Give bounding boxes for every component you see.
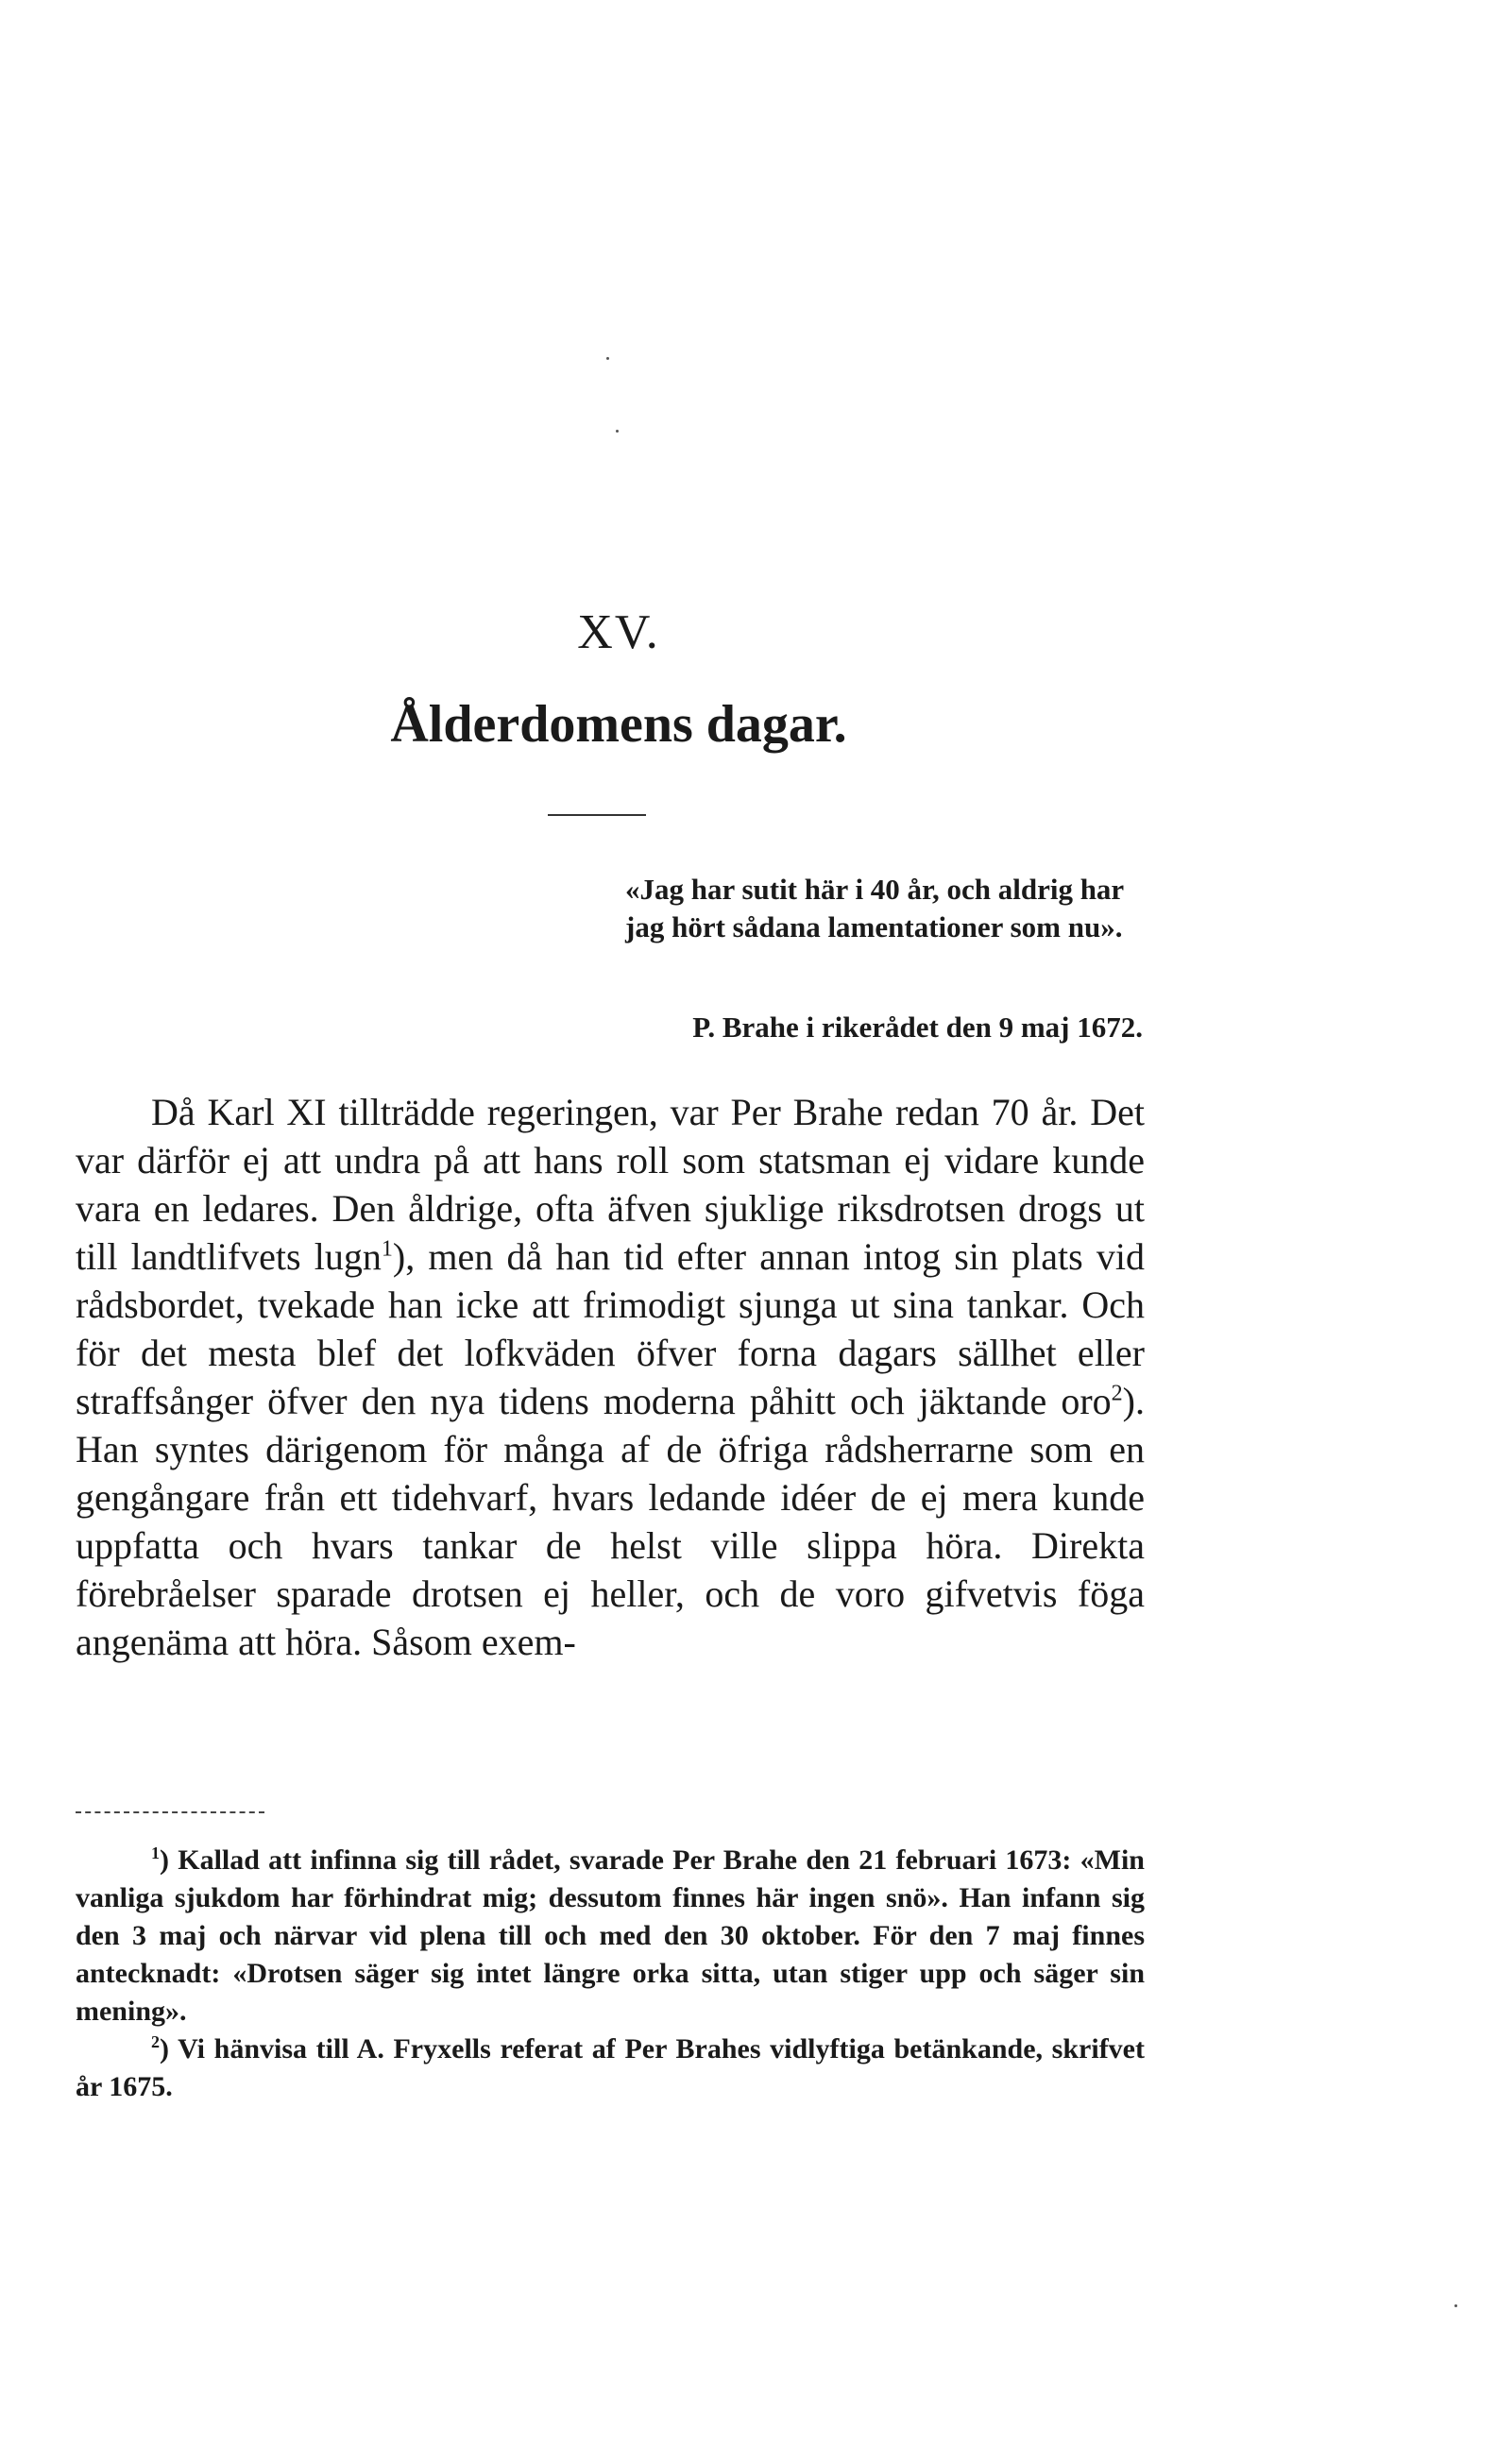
scan-speck: [1454, 2304, 1457, 2307]
body-text-part-2: ), men då han tid efter annan intog sin plats vid rådsbordet, tvekade han icke att frimodigt sjunga ut sina tankar. Och för det mesta blef det lofkväden öfver forna dagars sällhet eller straffsånger öfver den nya tidens moderna påhitt och jäktande oro: [76, 1235, 1145, 1422]
title-divider: [548, 814, 646, 816]
chapter-number: XV.: [577, 605, 660, 659]
footnotes: [76, 1842, 1145, 2106]
scan-speck: [616, 430, 619, 433]
chapter-title: Ålderdomens dagar.: [390, 695, 847, 754]
footnote-ref-1: 1: [381, 1236, 393, 1262]
footnote-1: [76, 1842, 1145, 2031]
footnote-2: [76, 2031, 1145, 2106]
footnote-text: ) Vi hänvisa till A. Fryxells referat af Per Brahes vidlyftiga betänkande, skrifvet år 1675.: [76, 2033, 1145, 2102]
epigraph-quote: «Jag har sutit här i 40 år, och aldrig har jag hört sådana lamentationer som nu».: [625, 873, 1124, 943]
scan-speck: [606, 357, 609, 360]
footnote-text: ) Kallad att infinna sig till rådet, svarade Per Brahe den 21 februari 1673: «Min vanliga sjukdom har förhindrat mig; dessutom finnes här ingen snö». Han infann sig den 3 maj och närvar vid plena till och med den 30 oktober. För den 7 maj finnes antecknadt: «Drotsen säger sig intet längre orka sitta, utan stiger upp och säger sin mening».: [76, 1844, 1145, 2027]
body-paragraph: [76, 1088, 1145, 1666]
footnote-divider: [76, 1811, 264, 1813]
body-text-part-3: ). Han syntes därigenom för många af de öfriga rådsherrarne som en gengångare från ett tidehvarf, hvars ledande idéer de ej mera kunde uppfatta och hvars tankar de helst ville slippa höra. Direkta förebråelser sparade drotsen ej heller, och de voro gifvetvis föga angenäma att höra. Såsom exem-: [76, 1380, 1145, 1663]
footnote-ref-2: 2: [1111, 1381, 1123, 1406]
footnote-marker: 2: [151, 2032, 160, 2051]
epigraph-attribution: P. Brahe i rikerådet den 9 maj 1672.: [692, 1011, 1143, 1044]
body-text-part-1: Då Karl XI tillträdde regeringen, var Per Brahe redan 70 år. Det var därför ej att undra på att hans roll som statsman ej vidare kunde vara en ledares. Den åldrige, ofta äfven sjuklige riksdrotsen drogs ut till landtlifvets lugn: [76, 1091, 1145, 1278]
footnote-marker: 1: [151, 1844, 160, 1862]
